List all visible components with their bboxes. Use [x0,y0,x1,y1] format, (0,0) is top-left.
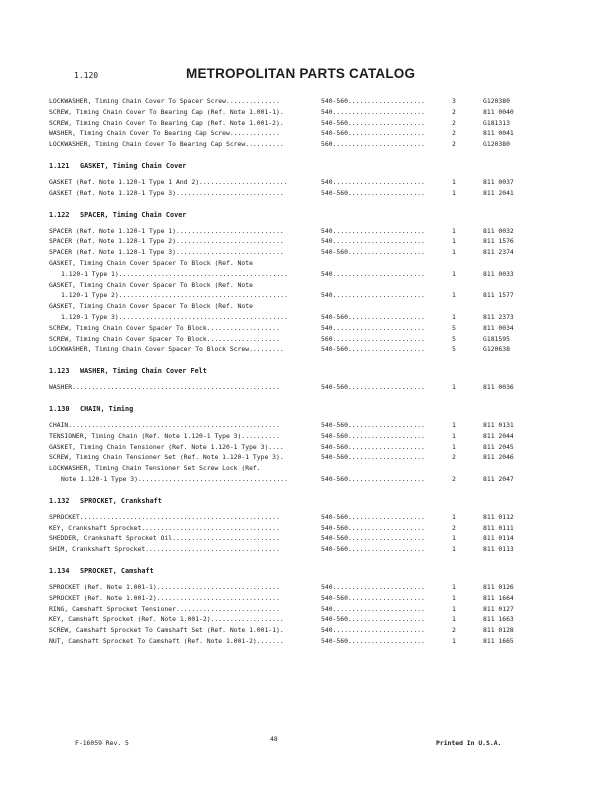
model-range: 540........................ [321,269,425,278]
quantity: 5 [452,334,456,343]
model-range: 540-560.................... [321,534,425,543]
model-range: 540-560.................... [321,420,425,429]
section-heading [49,365,579,377]
part-number: 811 0126 [483,582,514,591]
part-row [49,323,579,334]
part-row [49,614,579,625]
part-number: 811 2373 [483,312,514,321]
part-number: G181313 [483,118,510,127]
part-number: 811 1664 [483,593,514,602]
quantity: 2 [452,453,456,462]
section-title: GASKET, Timing Chain Cover [80,161,187,170]
section-title: CHAIN, Timing [80,404,134,413]
section-heading [49,209,579,221]
part-number: 811 2045 [483,442,514,451]
section-heading [49,565,579,577]
section-heading [49,403,579,415]
quantity: 2 [452,129,456,138]
part-description: SPACER (Ref. Note 1.120-1 Type 2)............................ [49,237,284,246]
model-range: 540-560.................... [321,523,425,532]
part-description: SHIM, Crankshaft Sprocket................................... [49,545,280,554]
part-number: 811 1576 [483,237,514,246]
model-range: 540-560.................... [321,188,425,197]
section-title: SPROCKET, Camshaft [80,566,154,575]
quantity: 1 [452,291,456,300]
part-number: 811 2044 [483,431,514,440]
section-code: 1.122 [49,210,70,219]
part-row [49,582,579,593]
page-footer [0,735,612,749]
part-row [49,290,579,301]
part-description: SCREW, Timing Chain Cover Spacer To Block................... [49,334,280,343]
part-number: 811 0040 [483,107,514,116]
model-range: 540-560.................... [321,118,425,127]
part-row [49,128,579,139]
part-row [49,442,579,453]
part-description: 1.120-1 Type 3)............................................ [61,312,289,321]
part-description: 1.120-1 Type 2)............................................ [61,291,289,300]
part-description: Note 1.120-1 Type 3)....................................... [61,474,289,483]
part-row [49,226,579,237]
quantity: 3 [452,97,456,105]
quantity: 1 [452,177,456,186]
section-code: 1.121 [49,161,70,170]
quantity: 5 [452,323,456,332]
part-description: GASKET (Ref. Note 1.120-1 Type 1 And 2)....................... [49,177,288,186]
model-range: 540........................ [321,107,425,116]
quantity: 1 [452,636,456,645]
catalog-title: METROPOLITAN PARTS CATALOG [186,66,416,81]
part-row [49,280,579,291]
section-title: SPROCKET, Crankshaft [80,496,162,505]
part-number: 811 1665 [483,636,514,645]
quantity: 2 [452,107,456,116]
part-row [49,625,579,636]
quantity: 1 [452,269,456,278]
model-range: 540-560.................... [321,431,425,440]
part-row [49,139,579,150]
part-description: SHEDDER, Crankshaft Sprocket Oil............................ [49,534,280,543]
footer-page-number: 48 [270,735,278,743]
model-range: 540-560.................... [321,545,425,554]
page-number: 1.120 [74,71,99,80]
part-number: 811 0037 [483,177,514,186]
model-range: 540........................ [321,177,425,186]
parts-list [49,96,579,647]
model-range: 540-560.................... [321,345,425,354]
part-description: LOCKWASHER, Timing Chain Cover To Bearing Cap Screw.......... [49,140,284,149]
page-header [0,66,612,86]
part-description: GASKET, Timing Chain Cover Spacer To Block (Ref. Note [49,302,253,311]
section-code: 1.132 [49,496,70,505]
part-number: 811 0112 [483,512,514,521]
part-number: G181595 [483,334,510,343]
model-range: 540........................ [321,323,425,332]
quantity: 1 [452,442,456,451]
part-number: 811 0127 [483,604,514,613]
quantity: 1 [452,237,456,246]
part-row [49,258,579,269]
quantity: 1 [452,226,456,235]
part-number: G120380 [483,140,510,149]
model-range: 540........................ [321,626,425,635]
part-description: CHAIN....................................................... [49,420,280,429]
part-description: 1.120-1 Type 1)............................................ [61,269,289,278]
part-description: RING, Camshaft Sprocket Tensioner........................... [49,604,280,613]
part-description: SPACER (Ref. Note 1.120-1 Type 3)............................ [49,248,284,257]
part-row [49,96,579,107]
part-number: G120380 [483,97,510,105]
section-code: 1.123 [49,367,70,376]
model-range: 540........................ [321,604,425,613]
part-row [49,382,579,393]
part-row [49,334,579,345]
quantity: 1 [452,593,456,602]
part-number: 811 0131 [483,420,514,429]
quantity: 1 [452,188,456,197]
part-row [49,344,579,355]
part-number: 811 0128 [483,626,514,635]
quantity: 1 [452,431,456,440]
part-row [49,593,579,604]
part-description: WASHER, Timing Chain Cover To Bearing Cap Screw............. [49,129,280,138]
part-description: GASKET (Ref. Note 1.120-1 Type 3)............................ [49,188,284,197]
quantity: 1 [452,420,456,429]
quantity: 1 [452,383,456,392]
part-description: GASKET, Timing Chain Cover Spacer To Block (Ref. Note [49,258,253,267]
part-number: 811 0034 [483,323,514,332]
quantity: 1 [452,545,456,554]
part-description: NUT, Camshaft Sprocket To Camshaft (Ref. Note 1.001-2)....... [49,636,284,645]
part-description: GASKET, Timing Chain Tensioner (Ref. Note 1.120-1 Type 3).... [49,442,284,451]
part-description: SCREW, Timing Chain Tensioner Set (Ref. Note 1.120-1 Type 3). [49,453,284,462]
quantity: 1 [452,312,456,321]
part-row [49,269,579,280]
part-row [49,301,579,312]
part-row [49,431,579,442]
part-row [49,236,579,247]
model-range: 540-560.................... [321,248,425,257]
part-description: LOCKWASHER, Timing Chain Cover To Spacer Screw.............. [49,97,280,105]
part-row [49,118,579,129]
form-number: F-16059 Rev. 5 [75,739,129,747]
model-range: 540........................ [321,237,425,246]
part-row [49,523,579,534]
quantity: 2 [452,474,456,483]
part-number: 811 0033 [483,269,514,278]
part-number: 811 2046 [483,453,514,462]
quantity: 1 [452,248,456,257]
quantity: 5 [452,345,456,354]
model-range: 540-560.................... [321,453,425,462]
part-row [49,177,579,188]
model-range: 540........................ [321,291,425,300]
part-number: 811 0041 [483,129,514,138]
model-range: 540-560.................... [321,474,425,483]
part-number: 811 2041 [483,188,514,197]
quantity: 2 [452,118,456,127]
model-range: 540-560.................... [321,383,425,392]
part-description: SPROCKET.................................................... [49,512,280,521]
model-range: 540-560.................... [321,129,425,138]
section-code: 1.130 [49,404,70,413]
part-row [49,463,579,474]
section-title: WASHER, Timing Chain Cover Felt [80,367,207,376]
part-description: SPROCKET (Ref. Note 1.001-2)................................ [49,593,280,602]
part-description: SCREW, Timing Chain Cover To Bearing Cap (Ref. Note 1.001-2). [49,118,284,127]
section-heading [49,160,579,172]
part-number: 811 0114 [483,534,514,543]
part-description: GASKET, Timing Chain Cover Spacer To Block (Ref. Note [49,280,253,289]
part-description: SCREW, Timing Chain Cover Spacer To Block................... [49,323,280,332]
section-heading [49,495,579,507]
part-number: 811 0113 [483,545,514,554]
part-description: LOCKWASHER, Timing Chain Tensioner Set Screw Lock (Ref. [49,464,261,473]
model-range: 540-560.................... [321,636,425,645]
quantity: 1 [452,534,456,543]
model-range: 540-560.................... [321,312,425,321]
part-row [49,452,579,463]
part-row [49,533,579,544]
section-title: SPACER, Timing Chain Cover [80,210,187,219]
quantity: 2 [452,140,456,149]
part-description: LOCKWASHER, Timing Chain Cover Spacer To Block Screw......... [49,345,284,354]
quantity: 1 [452,582,456,591]
part-row [49,474,579,485]
part-row [49,107,579,118]
part-row [49,420,579,431]
part-number: 811 1663 [483,615,514,624]
part-description: SPACER (Ref. Note 1.120-1 Type 1)............................ [49,226,284,235]
model-range: 540........................ [321,582,425,591]
printed-in: Printed In U.S.A. [436,739,502,747]
model-range: 540........................ [321,226,425,235]
model-range: 560........................ [321,334,425,343]
quantity: 1 [452,615,456,624]
part-description: SCREW, Camshaft Sprocket To Camshaft Set (Ref. Note 1.001-1). [49,626,284,635]
part-row [49,604,579,615]
part-description: KEY, Camshaft Sprocket (Ref. Note 1.001-2)................... [49,615,284,624]
section-code: 1.134 [49,566,70,575]
model-range: 540-560.................... [321,593,425,602]
part-number: G120638 [483,345,510,354]
model-range: 540-560.................... [321,512,425,521]
model-range: 540-560.................... [321,615,425,624]
quantity: 2 [452,626,456,635]
part-number: 811 0036 [483,383,514,392]
quantity: 2 [452,523,456,532]
part-number: 811 0032 [483,226,514,235]
part-description: TENSIONER, Timing Chain (Ref. Note 1.120-1 Type 3).......... [49,431,280,440]
part-row [49,247,579,258]
part-number: 811 2047 [483,474,514,483]
part-description: SPROCKET (Ref. Note 1.001-1)................................ [49,582,280,591]
part-row [49,312,579,323]
part-row [49,188,579,199]
part-row [49,636,579,647]
model-range: 540-560.................... [321,97,425,105]
quantity: 1 [452,512,456,521]
model-range: 560........................ [321,140,425,149]
part-description: KEY, Crankshaft Sprocket.................................... [49,523,280,532]
quantity: 1 [452,604,456,613]
part-number: 811 1577 [483,291,514,300]
part-row [49,512,579,523]
model-range: 540-560.................... [321,442,425,451]
part-description: SCREW, Timing Chain Cover To Bearing Cap (Ref. Note 1.001-1). [49,107,284,116]
part-number: 811 2374 [483,248,514,257]
part-number: 811 0111 [483,523,514,532]
part-row [49,544,579,555]
part-description: WASHER...................................................... [49,383,280,392]
